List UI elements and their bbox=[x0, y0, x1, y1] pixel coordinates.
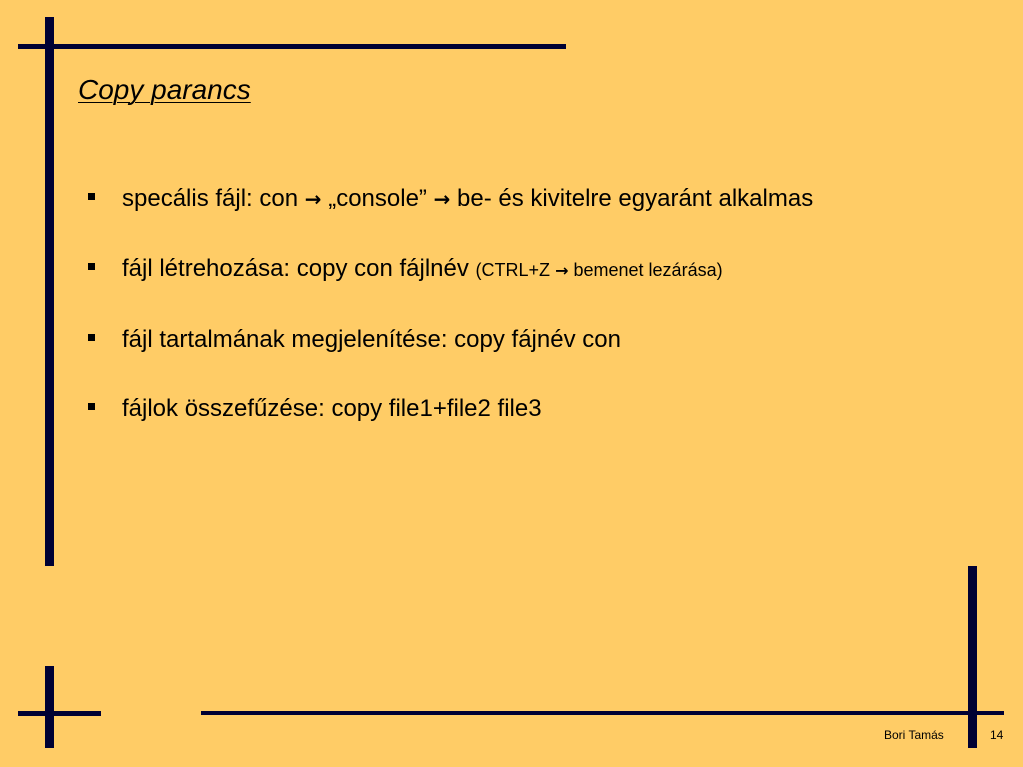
right-arrow-icon: → bbox=[304, 187, 322, 211]
footer-author: Bori Tamás bbox=[884, 728, 944, 742]
page-number: 14 bbox=[990, 728, 1004, 742]
slide-title: Copy parancs bbox=[78, 74, 251, 105]
footer-divider-line bbox=[201, 711, 1004, 715]
bullet-marker-icon bbox=[88, 403, 95, 410]
bullet-item bbox=[88, 234, 968, 305]
bullet-note bbox=[476, 260, 723, 280]
bullet-marker-icon bbox=[88, 334, 95, 341]
decorative-horizontal-line bbox=[18, 44, 566, 49]
bullet-text: be- és kivitelre egyaránt alkalmas bbox=[457, 185, 814, 212]
bullet-marker-icon bbox=[88, 263, 95, 270]
bullet-list bbox=[88, 164, 968, 443]
bullet-item bbox=[88, 374, 968, 443]
decorative-vertical-line bbox=[45, 17, 54, 566]
bullet-text: fájl létrehozása: copy con fájlnév bbox=[122, 255, 469, 282]
decorative-horizontal-line bbox=[18, 711, 101, 716]
bullet-marker-icon bbox=[88, 193, 95, 200]
bullet-item bbox=[88, 305, 968, 374]
right-arrow-icon: → bbox=[555, 261, 569, 280]
bullet-text: „console” bbox=[328, 185, 427, 212]
decorative-vertical-line bbox=[45, 666, 54, 748]
decorative-vertical-line bbox=[968, 566, 977, 748]
right-arrow-icon: → bbox=[433, 187, 451, 211]
bullet-text: specális fájl: con bbox=[122, 185, 299, 212]
bullet-text: fájl tartalmának megjelenítése: copy fájnév con bbox=[122, 326, 621, 353]
bullet-text: fájlok összefűzése: copy file1+file2 file3 bbox=[122, 395, 542, 422]
bullet-note-text: (CTRL+Z bbox=[475, 260, 551, 280]
bullet-note-text: bemenet lezárása) bbox=[573, 260, 723, 280]
bullet-item bbox=[88, 164, 922, 234]
